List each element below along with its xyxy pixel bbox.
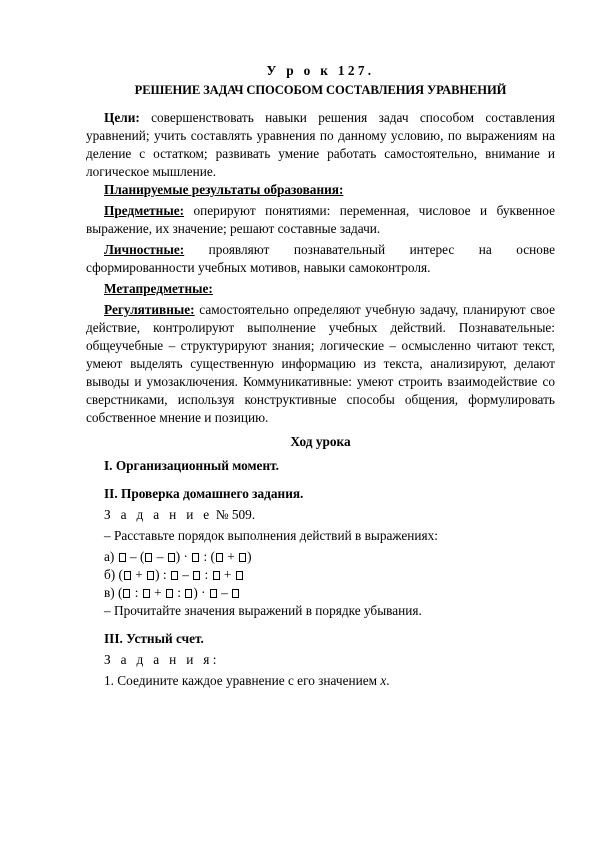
expression-c: в) ( : + : ) · – — [86, 584, 555, 602]
task-label: З а д а н и е — [104, 507, 213, 522]
regulatory-paragraph — [86, 301, 555, 427]
personal-text: проявляют познавательный интерес на основе сформированности учебных мотивов, навыки самоконтроля. — [86, 242, 555, 275]
task-instruction: – Расставьте порядок выполнения действий в выражениях: — [104, 528, 438, 543]
expression-a: а) – ( – ) · : ( + ) — [104, 549, 252, 564]
placeholder-box — [213, 571, 220, 580]
course-heading: Ход урока — [290, 434, 351, 449]
goals-paragraph — [86, 109, 555, 181]
regulatory-label: Регулятивные: — [104, 302, 195, 317]
task-number: № 509. — [215, 507, 256, 522]
placeholder-box — [168, 553, 175, 562]
section-1-heading: I. Организационный момент. — [104, 458, 279, 473]
placeholder-box — [143, 589, 150, 598]
section-3-heading: III. Устный счет. — [104, 631, 204, 646]
task-1: 1. Соедините каждое уравнение с его значением x. — [104, 673, 390, 688]
outcomes-heading: Планируемые результаты образования: — [104, 182, 344, 197]
variable-x: x — [380, 673, 387, 688]
placeholder-box — [236, 571, 243, 580]
placeholder-box — [192, 553, 199, 562]
lesson-heading: У р о к 127. — [266, 63, 375, 78]
personal-label: Личностные: — [104, 242, 185, 257]
tasks-label: З а д а н и я: — [104, 652, 220, 667]
placeholder-box — [185, 589, 192, 598]
placeholder-box — [147, 571, 154, 580]
subject-label: Предметные: — [104, 203, 185, 218]
placeholder-box — [171, 571, 178, 580]
placeholder-box — [193, 571, 200, 580]
task-line — [86, 506, 555, 524]
regulatory-text: самостоятельно определяют учебную задачу, планируют свое действие, контролируют выполнение учебных действий. Познавательные: общеучебные – структурируют знания; логические – осмысленно читают текст, умеют выделять существенную информацию из текста, анализируют, делают выводы и умозаключения. Коммуникативные: умеют строить взаимодействие со сверстниками, используя конструктивные способы общения, формулировать собственное мнение и позицию. — [86, 302, 555, 425]
personal-paragraph — [86, 241, 555, 277]
placeholder-box — [145, 553, 152, 562]
placeholder-box — [239, 553, 246, 562]
placeholder-box — [119, 553, 126, 562]
placeholder-box — [216, 553, 223, 562]
lesson-subheading: РЕШЕНИЕ ЗАДАЧ СПОСОБОМ СОСТАВЛЕНИЯ УРАВНЕНИЙ — [134, 83, 507, 97]
task-followup: – Прочитайте значения выражений в порядке убывания. — [104, 603, 422, 618]
placeholder-box — [124, 571, 131, 580]
expression-b: б) ( + ) : – : + — [86, 566, 555, 584]
placeholder-box — [210, 589, 217, 598]
goals-label: Цели: — [104, 110, 140, 125]
section-2-heading: II. Проверка домашнего задания. — [104, 486, 304, 501]
meta-heading: Метапредметные: — [104, 281, 213, 296]
subject-paragraph — [86, 202, 555, 238]
subject-text: оперируют понятиями: переменная, числовое и буквенное выражение, их значение; решают составные задачи. — [86, 203, 555, 236]
placeholder-box — [166, 589, 173, 598]
document-content — [86, 62, 555, 690]
placeholder-box — [232, 589, 239, 598]
placeholder-box — [123, 589, 130, 598]
goals-text: совершенствовать навыки решения задач способом составления уравнений; учить составлять уравнения по данному условию, по выражениям на деление с остатком; развивать умение работать самостоятельно, внимание и логическое мышление. — [86, 110, 555, 179]
